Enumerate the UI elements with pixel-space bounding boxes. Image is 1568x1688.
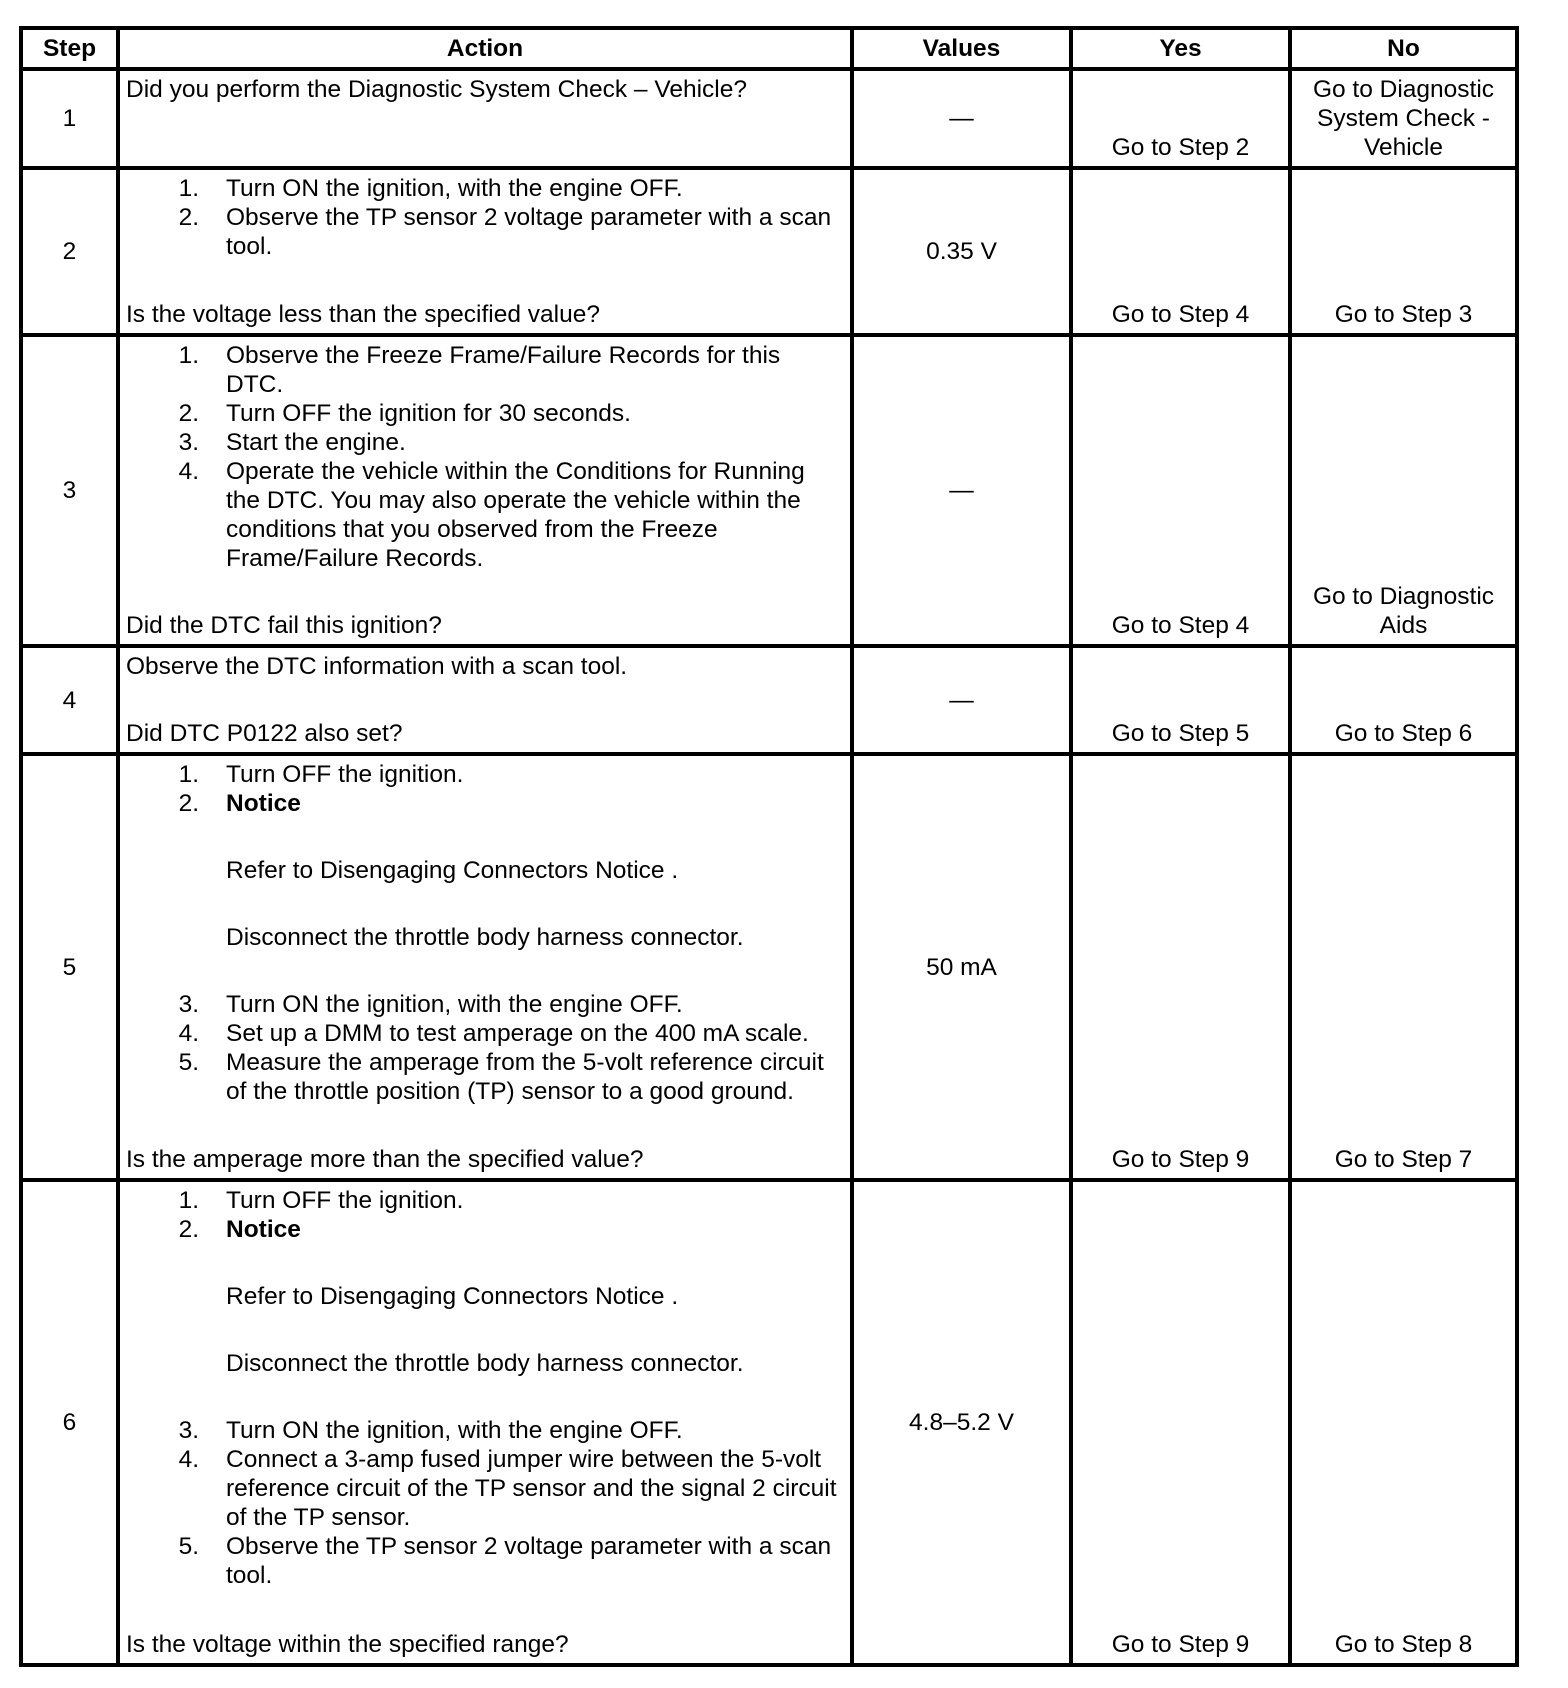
step-number: 1 bbox=[21, 69, 118, 168]
action-cell bbox=[118, 754, 852, 1180]
no-cell bbox=[1290, 335, 1517, 646]
notice-action: Disconnect the throttle body harness connector. bbox=[226, 924, 744, 951]
table-row-step-1 bbox=[21, 69, 1517, 168]
notice-ref: Refer to Disengaging Connectors Notice . bbox=[226, 1283, 679, 1310]
no-cell: Go to Step 3 bbox=[1290, 168, 1517, 335]
action-question: Did DTC P0122 also set? bbox=[126, 720, 403, 747]
no-cell: Go to Step 6 bbox=[1290, 646, 1517, 754]
header-action: Action bbox=[118, 28, 852, 69]
table-row-step-6 bbox=[21, 1180, 1517, 1665]
action-list bbox=[126, 760, 844, 818]
value-cell: 4.8–5.2 V bbox=[852, 1180, 1071, 1665]
step-number: 2 bbox=[21, 168, 118, 335]
list-item: 4. Set up a DMM to test amperage on the 400 mA scale. bbox=[178, 1020, 809, 1047]
no-line: Go to Diagnostic bbox=[1312, 583, 1495, 610]
notice-action: Disconnect the throttle body harness connector. bbox=[226, 1350, 744, 1377]
list-item: 5. Observe the TP sensor 2 voltage parameter with a scan tool. bbox=[178, 1533, 832, 1589]
step-number: 6 bbox=[21, 1180, 118, 1665]
step-number: 4 bbox=[21, 646, 118, 754]
diagnostic-table bbox=[19, 26, 1519, 1667]
list-item: 1. Turn OFF the ignition. bbox=[178, 1187, 464, 1214]
yes-cell: Go to Step 2 bbox=[1071, 69, 1290, 168]
value-cell: — bbox=[852, 335, 1071, 646]
table-row-step-3 bbox=[21, 335, 1517, 646]
action-cell bbox=[118, 646, 852, 754]
no-line: Go to Diagnostic bbox=[1312, 76, 1495, 103]
yes-cell: Go to Step 4 bbox=[1071, 168, 1290, 335]
no-cell bbox=[1290, 69, 1517, 168]
value-cell: — bbox=[852, 69, 1071, 168]
value-cell: 0.35 V bbox=[852, 168, 1071, 335]
action-intro: Observe the DTC information with a scan tool. bbox=[126, 653, 628, 680]
action-list bbox=[126, 174, 844, 261]
action-cell bbox=[118, 335, 852, 646]
action-cell bbox=[118, 69, 852, 168]
yes-cell: Go to Step 5 bbox=[1071, 646, 1290, 754]
header-yes: Yes bbox=[1071, 28, 1290, 69]
value-cell: — bbox=[852, 646, 1071, 754]
list-item: 2. Turn OFF the ignition for 30 seconds. bbox=[178, 400, 631, 427]
step-number: 3 bbox=[21, 335, 118, 646]
header-step: Step bbox=[21, 28, 118, 69]
yes-cell: Go to Step 9 bbox=[1071, 1180, 1290, 1665]
header-values: Values bbox=[852, 28, 1071, 69]
list-item: 3. Start the engine. bbox=[178, 429, 406, 456]
action-question: Is the voltage less than the specified value? bbox=[126, 301, 600, 328]
action-cell bbox=[118, 168, 852, 335]
action-list bbox=[126, 341, 844, 573]
list-item: 4. Operate the vehicle within the Conditions for Running the DTC. You may also operate the vehicle within the conditions that you observed from the Freeze Frame/Failure Records. bbox=[178, 458, 805, 572]
list-item: 1. Observe the Freeze Frame/Failure Records for this DTC. bbox=[178, 342, 781, 398]
list-item: 1. Turn OFF the ignition. bbox=[178, 761, 464, 788]
action-question: Is the voltage within the specified range? bbox=[126, 1631, 569, 1658]
table-row-step-5 bbox=[21, 754, 1517, 1180]
table-row-step-2 bbox=[21, 168, 1517, 335]
value-cell: 50 mA bbox=[852, 754, 1071, 1180]
list-item: 4. Connect a 3-amp fused jumper wire between the 5-volt reference circuit of the TP sensor and the signal 2 circuit of the TP sensor. bbox=[178, 1446, 837, 1531]
list-item: 2. Notice bbox=[178, 1216, 301, 1243]
step-number: 5 bbox=[21, 754, 118, 1180]
no-cell: Go to Step 8 bbox=[1290, 1180, 1517, 1665]
action-list bbox=[126, 1416, 844, 1590]
no-line: Vehicle bbox=[1363, 134, 1443, 161]
list-item: 3. Turn ON the ignition, with the engine OFF. bbox=[178, 991, 683, 1018]
table-row-step-4 bbox=[21, 646, 1517, 754]
action-list bbox=[126, 1186, 844, 1244]
yes-cell: Go to Step 9 bbox=[1071, 754, 1290, 1180]
action-question: Is the amperage more than the specified value? bbox=[126, 1146, 644, 1173]
no-line: System Check - bbox=[1317, 105, 1490, 132]
action-list bbox=[126, 990, 844, 1106]
list-item: 3. Turn ON the ignition, with the engine OFF. bbox=[178, 1417, 683, 1444]
action-question: Did the DTC fail this ignition? bbox=[126, 612, 442, 639]
header-row bbox=[21, 28, 1517, 69]
yes-cell: Go to Step 4 bbox=[1071, 335, 1290, 646]
notice-ref: Refer to Disengaging Connectors Notice . bbox=[226, 857, 679, 884]
no-line: Aids bbox=[1379, 612, 1428, 639]
list-item: 2. Notice bbox=[178, 790, 301, 817]
no-cell: Go to Step 7 bbox=[1290, 754, 1517, 1180]
header-no: No bbox=[1290, 28, 1517, 69]
action-cell bbox=[118, 1180, 852, 1665]
list-item: 5. Measure the amperage from the 5-volt reference circuit of the throttle position (TP) sensor to a good ground. bbox=[178, 1049, 824, 1105]
list-item: 1. Turn ON the ignition, with the engine OFF. bbox=[178, 175, 683, 202]
list-item: 2. Observe the TP sensor 2 voltage parameter with a scan tool. bbox=[178, 204, 832, 260]
action-question: Did you perform the Diagnostic System Check – Vehicle? bbox=[126, 76, 747, 103]
